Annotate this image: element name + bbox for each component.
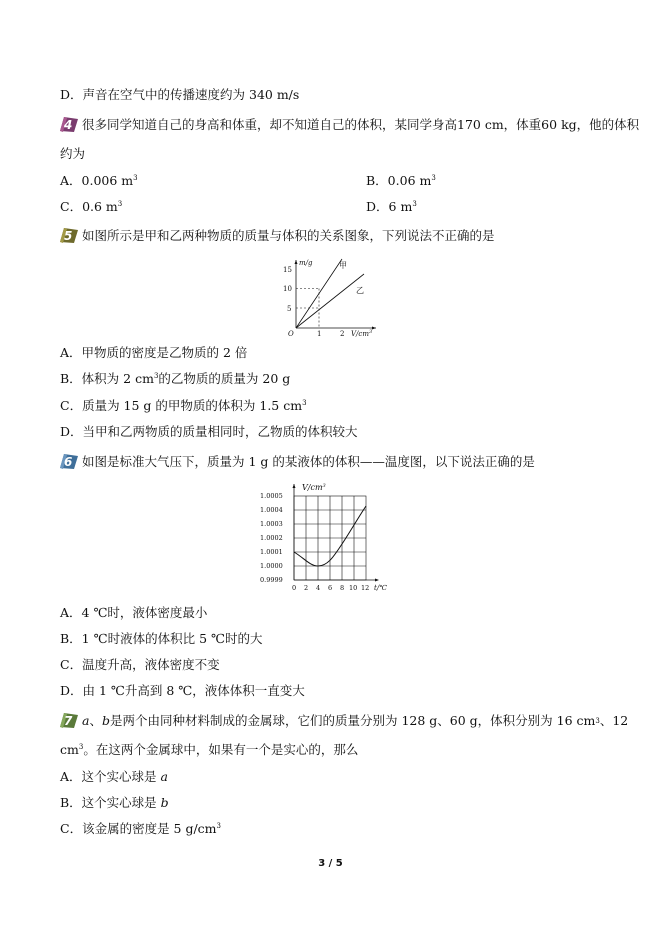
question-7-option-c: C．该金属的密度是 5 $g/cm^3$ bbox=[60, 821, 221, 836]
y-tick-2: 1.0004 bbox=[260, 506, 283, 514]
label-jia: 甲 bbox=[339, 261, 347, 270]
page-number: 3 / 5 bbox=[318, 858, 343, 869]
line-yi bbox=[296, 274, 364, 328]
question-number-badge-icon: 4 bbox=[58, 116, 80, 133]
y-axis-label: m/g bbox=[299, 259, 313, 267]
question-6-option-c: C．温度升高，液体密度不变 bbox=[60, 657, 220, 672]
x-tick-0: 0 bbox=[292, 584, 297, 592]
x-axis-label: t/℃ bbox=[374, 584, 388, 592]
question-5-option-a: A．甲物质的密度是乙物质的 2 倍 bbox=[60, 345, 248, 360]
question-number-badge-icon: 6 bbox=[58, 453, 80, 470]
question-7-option-b: B．这个实心球是 b bbox=[60, 795, 169, 810]
question-4-stem bbox=[58, 116, 639, 133]
y-tick-5: 5 bbox=[287, 305, 292, 313]
y-tick-6: 1.0000 bbox=[260, 562, 283, 570]
origin-label: O bbox=[288, 330, 294, 338]
y-tick-1: 1.0005 bbox=[260, 492, 283, 500]
x-tick-4: 4 bbox=[316, 584, 321, 592]
question-7-text: 是两个由同种材料制成的金属球，它们的质量分别为 128 g、60 g，体积分别为 16 cm bbox=[109, 712, 596, 728]
volume-temperature-graph bbox=[258, 478, 408, 596]
question-5-text: 如图所示是甲和乙两种物质的质量与体积的关系图象，下列说法不正确的是 bbox=[82, 227, 495, 243]
question-5-option-b: B．体积为 2 $cm^3$的乙物质的质量为 20 g bbox=[60, 371, 291, 386]
x-tick-10: 10 bbox=[349, 584, 358, 592]
question-number-badge-icon: 7 bbox=[58, 712, 80, 729]
y-tick-15: 15 bbox=[283, 266, 292, 274]
mass-volume-graph bbox=[280, 256, 380, 338]
question-4-option-a: A．0.006 $m^3$ bbox=[60, 173, 138, 188]
grid bbox=[294, 496, 366, 580]
option-d-previous: D．声音在空气中的传播速度约为 340 m/s bbox=[60, 87, 300, 102]
question-5-option-d: D．当甲和乙两物质的质量相同时，乙物质的体积较大 bbox=[60, 424, 358, 439]
x-tick-2: 2 bbox=[304, 584, 309, 592]
question-4-text: 很多同学知道自己的身高和体重，却不知道自己的体积，某同学身高170 cm，体重60 kg，他的体积 bbox=[82, 116, 640, 132]
question-7-stem-cont: $cm^3$。在这两个金属球中，如果有一个是实心的，那么 bbox=[60, 742, 359, 757]
y-tick-7: 0.9999 bbox=[260, 576, 283, 584]
question-4-option-d: D．6 $m^3$ bbox=[366, 199, 417, 214]
x-axis-label: $V/cm^3$ bbox=[351, 329, 373, 338]
question-6-text: 如图是标准大气压下，质量为 1 g 的某液体的体积——温度图，以下说法正确的是 bbox=[82, 453, 535, 469]
y-tick-4: 1.0002 bbox=[260, 534, 283, 542]
x-tick-6: 6 bbox=[328, 584, 333, 592]
y-tick-10: 10 bbox=[283, 285, 292, 293]
label-yi: 乙 bbox=[356, 286, 364, 295]
x-tick-2: 2 bbox=[340, 330, 345, 338]
question-4-option-b: B．0.06 $m^3$ bbox=[366, 173, 436, 188]
question-7-stem: 7 a 、 b 是两个由同种材料制成的金属球，它们的质量分别为 128 g、60 g，体积分别为 16 cm 3 、12 bbox=[58, 712, 628, 729]
y-axis-label: $V/cm^3$ bbox=[302, 483, 326, 492]
question-7-option-a: A．这个实心球是 a bbox=[60, 769, 168, 784]
question-number-badge-icon: 5 bbox=[58, 227, 80, 244]
question-4-stem-cont: 约为 bbox=[60, 146, 86, 161]
question-6-option-b: B．1 ℃时液体的体积比 5 ℃时的大 bbox=[60, 631, 263, 646]
question-6-option-d: D．由 1 ℃升高到 8 ℃，液体体积一直变大 bbox=[60, 683, 305, 698]
question-4-option-c: C．0.6 $m^3$ bbox=[60, 199, 123, 214]
x-tick-8: 8 bbox=[340, 584, 345, 592]
question-5-stem bbox=[58, 227, 495, 244]
y-tick-3: 1.0003 bbox=[260, 520, 283, 528]
y-tick-5: 1.0001 bbox=[260, 548, 283, 556]
x-tick-12: 12 bbox=[361, 584, 370, 592]
question-6-stem bbox=[58, 453, 535, 470]
question-6-option-a: A．4 ℃时，液体密度最小 bbox=[60, 605, 208, 620]
x-tick-1: 1 bbox=[317, 330, 322, 338]
question-5-option-c: C．质量为 15 g 的甲物质的体积为 1.5 $cm^3$ bbox=[60, 398, 307, 413]
